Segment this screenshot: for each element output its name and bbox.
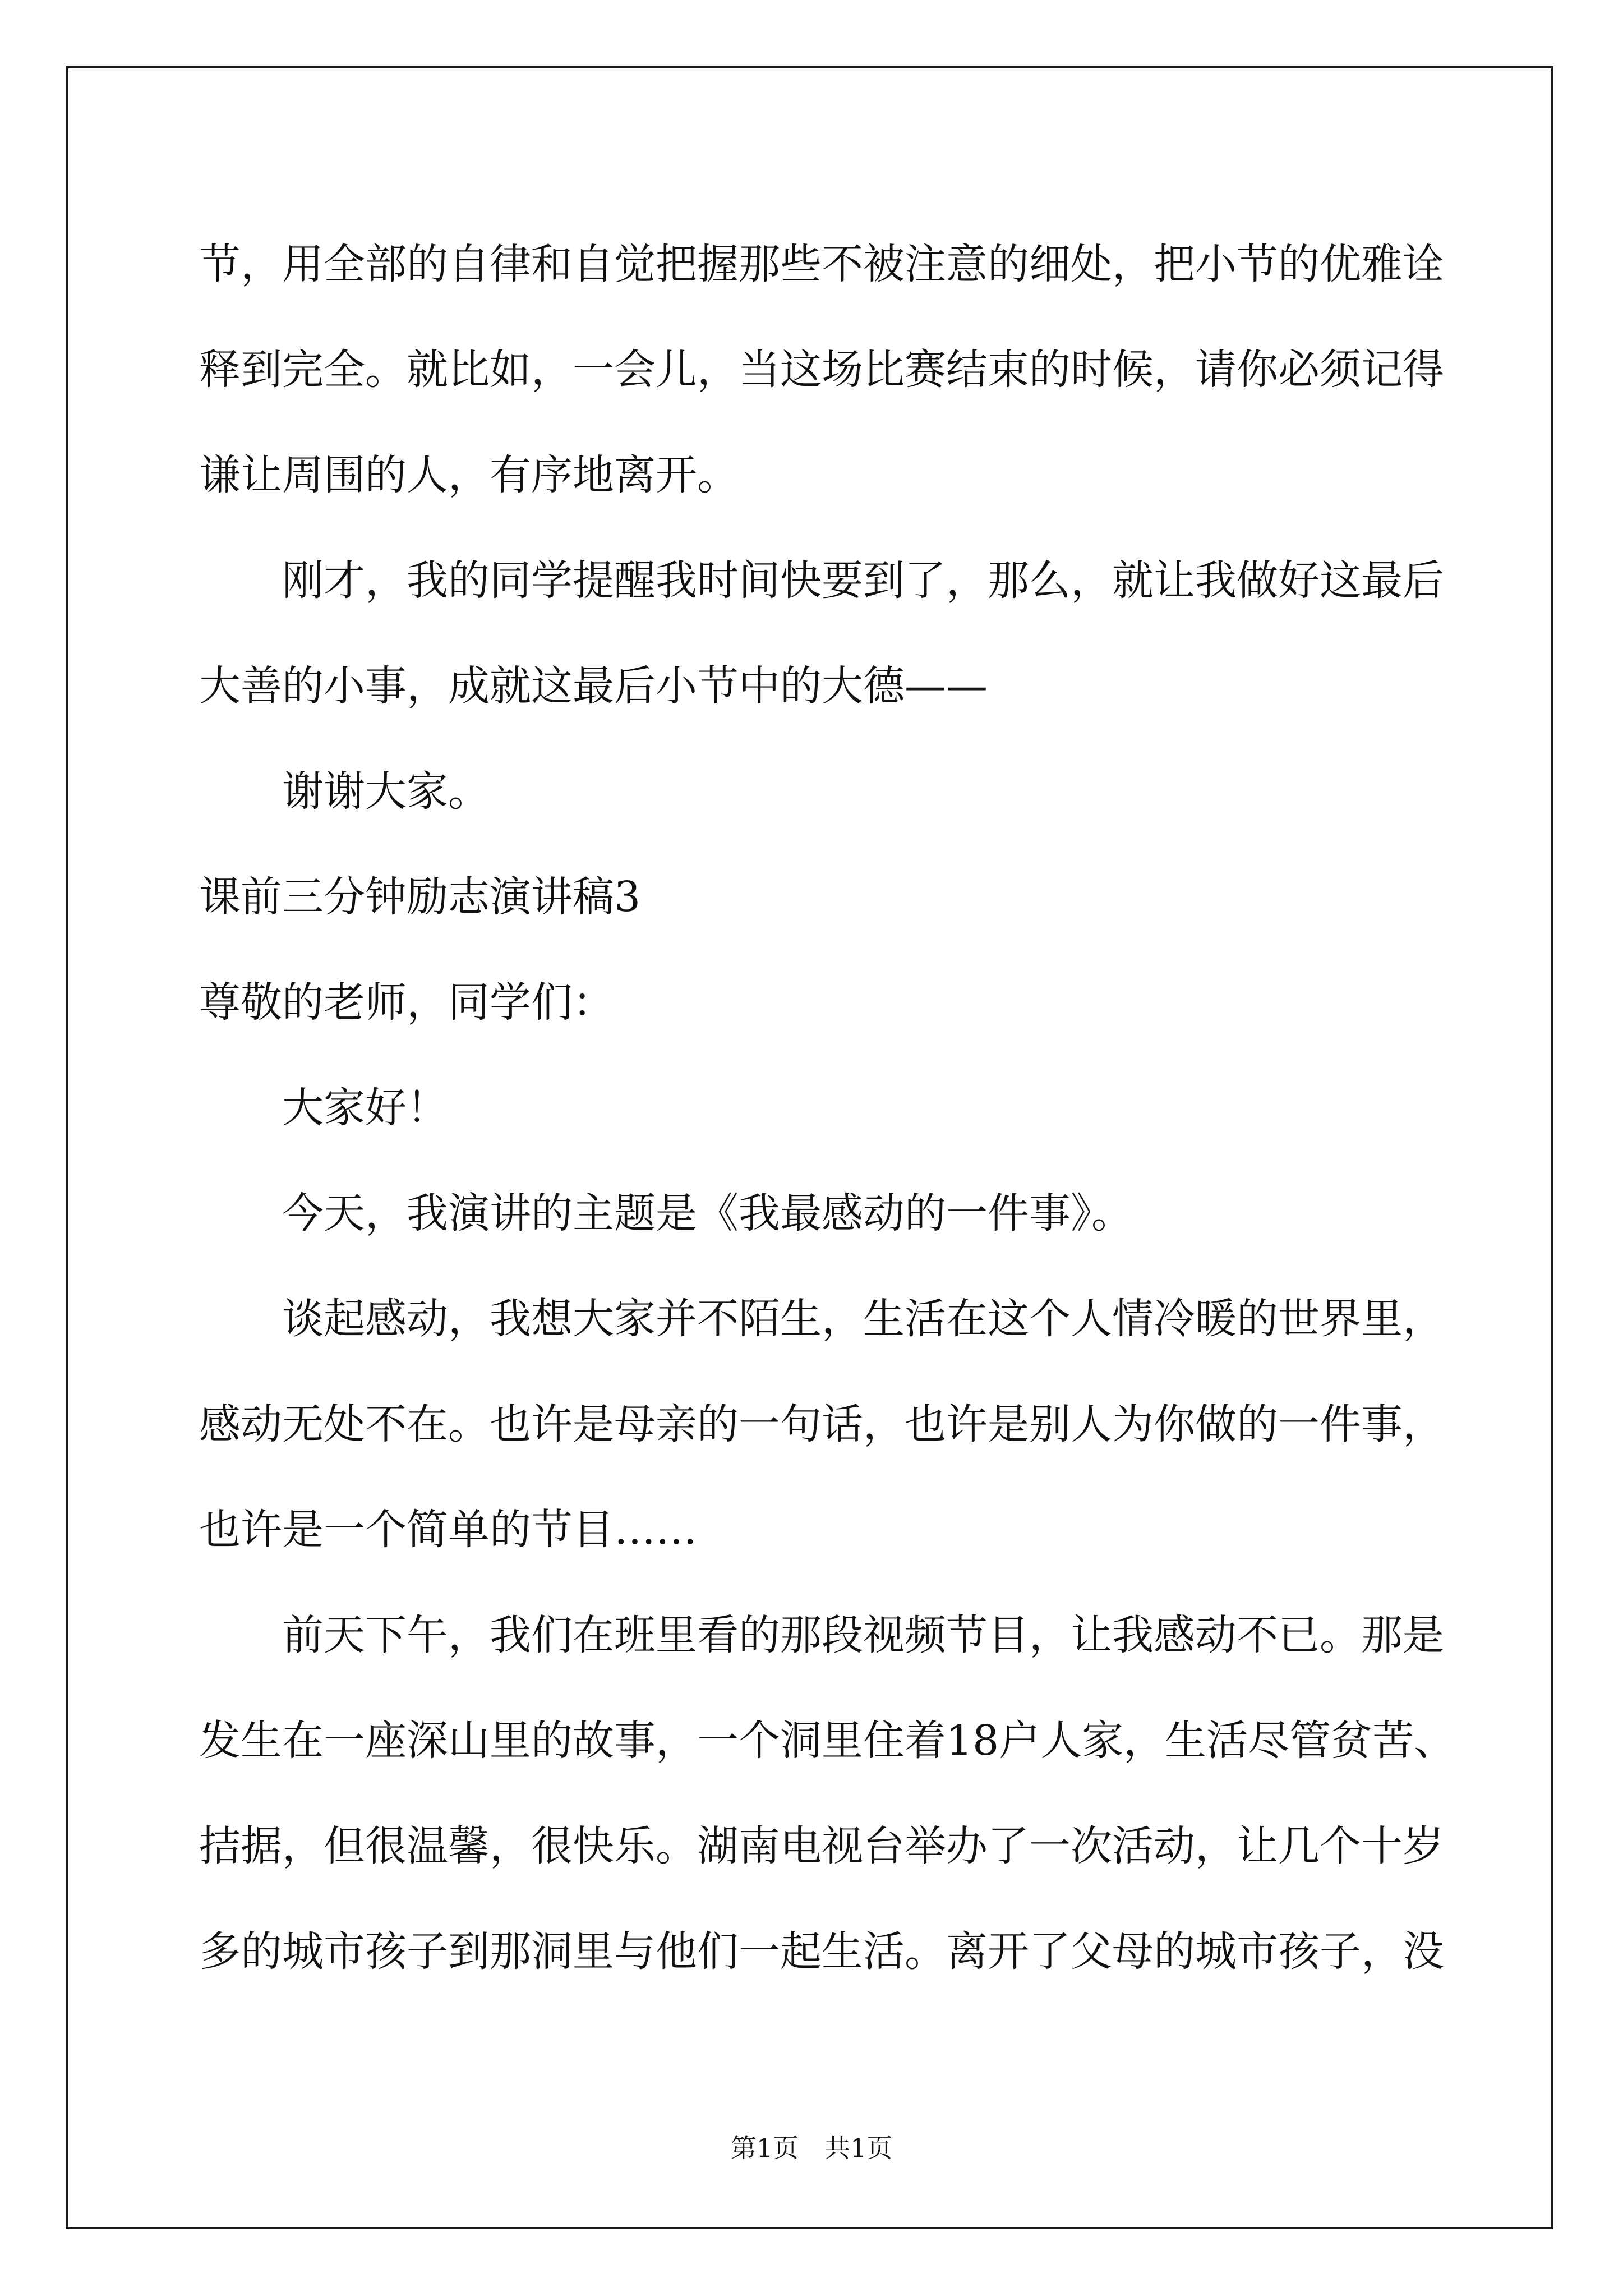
text-line-2: 释到完全。就比如，一会儿，当这场比赛结束的时候，请你必须记得	[199, 346, 1444, 394]
text-line-5: 大善的小事，成就这最后小节中的大德——	[199, 662, 988, 710]
section-heading: 课前三分钟励志演讲稿3	[199, 873, 641, 921]
text-line-6: 谢谢大家。	[282, 767, 490, 816]
salutation: 尊敬的老师，同学们：	[199, 978, 614, 1027]
text-line-16: 拮据，但很温馨，很快乐。湖南电视台举办了一次活动，让几个十岁	[199, 1822, 1444, 1870]
text-line-17: 多的城市孩子到那洞里与他们一起生活。离开了父母的城市孩子，没	[199, 1927, 1444, 1976]
greeting: 大家好！	[282, 1084, 448, 1132]
text-line-12: 感动无处不在。也许是母亲的一句话，也许是别人为你做的一件事，	[199, 1400, 1444, 1448]
text-line-15: 发生在一座深山里的故事，一个洞里住着18户人家，生活尽管贫苦、	[199, 1717, 1456, 1765]
document-body	[199, 211, 1467, 2004]
text-line-4: 刚才，我的同学提醒我时间快要到了，那么，就让我做好这最后	[282, 556, 1444, 605]
text-line-10: 今天，我演讲的主题是《我最感动的一件事》。	[282, 1189, 1133, 1237]
text-line-3: 谦让周围的人，有序地离开。	[199, 451, 739, 499]
text-line-11: 谈起感动，我想大家并不陌生，生活在这个人情冷暖的世界里，	[282, 1295, 1444, 1343]
text-line-14: 前天下午，我们在班里看的那段视频节目，让我感动不已。那是	[282, 1611, 1444, 1659]
text-line-1: 节，用全部的自律和自觉把握那些不被注意的细处，把小节的优雅诠	[199, 240, 1444, 288]
text-line-13: 也许是一个简单的节目……	[199, 1506, 697, 1554]
page-footer: 第1页 共1页	[730, 2133, 893, 2163]
